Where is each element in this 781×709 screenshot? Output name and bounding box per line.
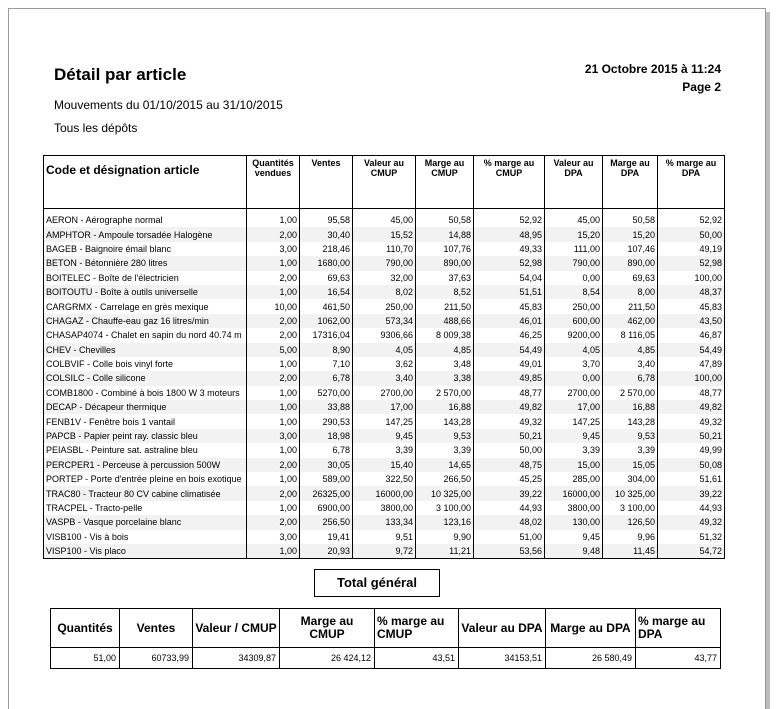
cell-marge-dpa: 2 570,00 [603,386,658,400]
cell-marge-dpa: 9,96 [603,530,658,544]
table-row [44,314,725,328]
totals-table [50,608,721,669]
cell-val-dpa: 16000,00 [545,486,603,500]
cell-ventes: 19,41 [300,530,353,544]
cell-val-dpa: 2700,00 [545,386,603,400]
cell-pct-cmup: 53,56 [474,544,545,559]
cell-qty: 3,00 [247,429,300,443]
cell-pct-cmup: 52,98 [474,256,545,270]
cell-code: BAGEB - Baignoire émail blanc [44,242,247,256]
cell-ventes: 6,78 [300,371,353,385]
cell-qty: 1,00 [247,256,300,270]
cell-ventes: 69,63 [300,271,353,285]
cell-qty: 1,00 [247,285,300,299]
cell-val-cmup: 17,00 [353,400,416,414]
cell-code: CHAGAZ - Chauffe-eau gaz 16 litres/min [44,314,247,328]
cell-ventes: 95,58 [300,209,353,228]
total-qty: 51,00 [51,648,120,669]
cell-marge-dpa: 304,00 [603,472,658,486]
cell-ventes: 30,05 [300,458,353,472]
col-header-ventes: Ventes [300,156,353,209]
cell-val-dpa: 9,48 [545,544,603,559]
cell-val-dpa: 130,00 [545,515,603,529]
cell-pct-dpa: 44,93 [658,501,725,515]
page-shadow [766,12,770,709]
cell-val-cmup: 32,00 [353,271,416,285]
cell-code: PORTEP - Porte d'entrée pleine en bois exotique [44,472,247,486]
cell-marge-cmup: 3,39 [416,443,474,457]
col-header-qty: Quantités vendues [247,156,300,209]
cell-pct-dpa: 49,32 [658,414,725,428]
cell-marge-cmup: 211,50 [416,299,474,313]
table-row [44,400,725,414]
cell-ventes: 6,78 [300,443,353,457]
table-row [44,515,725,529]
cell-pct-cmup: 51,51 [474,285,545,299]
total-general-button: Total général [314,569,440,597]
cell-code: VASPB - Vasque porcelaine blanc [44,515,247,529]
total-pct-dpa: 43,77 [636,648,721,669]
cell-qty: 3,00 [247,530,300,544]
table-row [44,472,725,486]
cell-pct-cmup: 44,93 [474,501,545,515]
cell-code: CHASAP4074 - Chalet en sapin du nord 40.74 m [44,328,247,342]
cell-code: PAPCB - Papier peint ray. classic bleu [44,429,247,443]
table-row [44,328,725,342]
cell-marge-dpa: 126,50 [603,515,658,529]
cell-val-cmup: 573,34 [353,314,416,328]
cell-ventes: 30,40 [300,227,353,241]
col-header-marge-dpa: Marge au DPA [603,156,658,209]
cell-code: PERCPER1 - Perceuse à percussion 500W [44,458,247,472]
cell-ventes: 26325,00 [300,486,353,500]
cell-val-dpa: 3,39 [545,443,603,457]
cell-marge-cmup: 4,85 [416,343,474,357]
col-header-pct-dpa: % marge au DPA [658,156,725,209]
cell-pct-cmup: 48,95 [474,227,545,241]
cell-pct-dpa: 51,61 [658,472,725,486]
cell-pct-cmup: 54,04 [474,271,545,285]
cell-pct-dpa: 49,32 [658,515,725,529]
cell-qty: 2,00 [247,314,300,328]
total-marge-dpa: 26 580,49 [546,648,636,669]
cell-ventes: 461,50 [300,299,353,313]
cell-marge-cmup: 8,52 [416,285,474,299]
cell-ventes: 1062,00 [300,314,353,328]
cell-marge-cmup: 3,48 [416,357,474,371]
cell-pct-cmup: 46,25 [474,328,545,342]
cell-ventes: 1680,00 [300,256,353,270]
cell-pct-cmup: 45,25 [474,472,545,486]
cell-val-cmup: 9,72 [353,544,416,559]
cell-marge-cmup: 16,88 [416,400,474,414]
table-row [44,386,725,400]
cell-pct-cmup: 48,02 [474,515,545,529]
cell-marge-dpa: 143,28 [603,414,658,428]
cell-ventes: 33,88 [300,400,353,414]
cell-val-dpa: 4,05 [545,343,603,357]
cell-pct-dpa: 52,98 [658,256,725,270]
table-row [44,501,725,515]
cell-marge-cmup: 14,88 [416,227,474,241]
cell-marge-dpa: 107,46 [603,242,658,256]
page-number: Page 2 [682,80,721,94]
table-row [44,414,725,428]
cell-ventes: 256,50 [300,515,353,529]
cell-marge-cmup: 10 325,00 [416,486,474,500]
cell-marge-dpa: 462,00 [603,314,658,328]
table-row [44,299,725,313]
table-row [44,209,725,228]
cell-marge-cmup: 11,21 [416,544,474,559]
cell-val-dpa: 111,00 [545,242,603,256]
cell-pct-dpa: 49,19 [658,242,725,256]
cell-marge-cmup: 890,00 [416,256,474,270]
cell-pct-dpa: 43,50 [658,314,725,328]
cell-code: COLBVIF - Colle bois vinyl forte [44,357,247,371]
cell-marge-dpa: 8,00 [603,285,658,299]
cell-marge-dpa: 3,40 [603,357,658,371]
table-row [44,271,725,285]
cell-pct-dpa: 51,32 [658,530,725,544]
cell-qty: 5,00 [247,343,300,357]
cell-val-dpa: 15,00 [545,458,603,472]
cell-pct-cmup: 49,33 [474,242,545,256]
cell-ventes: 17316,04 [300,328,353,342]
cell-pct-cmup: 51,00 [474,530,545,544]
report-period: Mouvements du 01/10/2015 au 31/10/2015 [54,98,283,112]
total-val-cmup: 34309,87 [193,648,280,669]
cell-pct-dpa: 54,49 [658,343,725,357]
cell-qty: 10,00 [247,299,300,313]
cell-qty: 1,00 [247,544,300,559]
cell-code: TRACPEL - Tracto-pelle [44,501,247,515]
cell-val-cmup: 3,62 [353,357,416,371]
cell-qty: 2,00 [247,515,300,529]
cell-qty: 1,00 [247,209,300,228]
cell-val-cmup: 3800,00 [353,501,416,515]
cell-pct-cmup: 50,00 [474,443,545,457]
cell-qty: 1,00 [247,357,300,371]
total-header-pct-dpa: % marge au DPA [636,609,721,648]
cell-marge-dpa: 890,00 [603,256,658,270]
cell-qty: 2,00 [247,371,300,385]
cell-pct-dpa: 48,37 [658,285,725,299]
cell-marge-cmup: 2 570,00 [416,386,474,400]
cell-marge-cmup: 9,53 [416,429,474,443]
cell-val-cmup: 16000,00 [353,486,416,500]
cell-ventes: 7,10 [300,357,353,371]
cell-code: VISB100 - Vis à bois [44,530,247,544]
cell-ventes: 6900,00 [300,501,353,515]
cell-marge-cmup: 266,50 [416,472,474,486]
cell-marge-cmup: 8 009,38 [416,328,474,342]
cell-val-cmup: 8,02 [353,285,416,299]
cell-marge-dpa: 6,78 [603,371,658,385]
cell-pct-cmup: 46,01 [474,314,545,328]
totals-header-row [51,609,721,648]
cell-marge-dpa: 15,05 [603,458,658,472]
cell-ventes: 589,00 [300,472,353,486]
cell-code: VISP100 - Vis placo [44,544,247,559]
cell-val-cmup: 15,52 [353,227,416,241]
cell-marge-dpa: 16,88 [603,400,658,414]
cell-qty: 1,00 [247,414,300,428]
cell-val-cmup: 9,51 [353,530,416,544]
detail-header-row [44,156,725,209]
cell-marge-dpa: 4,85 [603,343,658,357]
cell-qty: 1,00 [247,443,300,457]
table-row [44,256,725,270]
table-row [44,443,725,457]
cell-marge-dpa: 211,50 [603,299,658,313]
cell-code: PEIASBL - Peinture sat. astraline bleu [44,443,247,457]
cell-marge-dpa: 10 325,00 [603,486,658,500]
detail-table [43,155,725,559]
cell-code: AMPHTOR - Ampoule torsadée Halogène [44,227,247,241]
cell-val-dpa: 9200,00 [545,328,603,342]
col-header-pct-cmup: % marge au CMUP [474,156,545,209]
cell-pct-cmup: 49,01 [474,357,545,371]
col-header-code: Code et désignation article [44,156,247,209]
detail-body [44,209,725,559]
report-date: 21 Octobre 2015 à 11:24 [584,62,721,76]
cell-val-cmup: 322,50 [353,472,416,486]
cell-val-cmup: 110,70 [353,242,416,256]
total-header-marge-cmup: Marge au CMUP [280,609,375,648]
cell-ventes: 20,93 [300,544,353,559]
table-row [44,242,725,256]
cell-val-cmup: 9,45 [353,429,416,443]
total-val-dpa: 34153,51 [459,648,546,669]
cell-val-cmup: 4,05 [353,343,416,357]
table-row [44,429,725,443]
cell-pct-dpa: 54,72 [658,544,725,559]
cell-val-dpa: 9,45 [545,429,603,443]
cell-qty: 1,00 [247,386,300,400]
cell-val-cmup: 9306,66 [353,328,416,342]
total-header-ventes: Ventes [120,609,193,648]
cell-pct-dpa: 39,22 [658,486,725,500]
cell-code: BOITOUTU - Boîte à outils universelle [44,285,247,299]
cell-val-dpa: 147,25 [545,414,603,428]
cell-pct-dpa: 50,21 [658,429,725,443]
table-row [44,285,725,299]
cell-marge-dpa: 3 100,00 [603,501,658,515]
cell-marge-cmup: 50,58 [416,209,474,228]
cell-pct-cmup: 39,22 [474,486,545,500]
cell-pct-dpa: 48,77 [658,386,725,400]
cell-pct-cmup: 48,77 [474,386,545,400]
cell-val-dpa: 8,54 [545,285,603,299]
cell-code: CHEV - Chevilles [44,343,247,357]
cell-ventes: 8,90 [300,343,353,357]
table-row [44,458,725,472]
cell-marge-dpa: 11,45 [603,544,658,559]
cell-pct-dpa: 52,92 [658,209,725,228]
report-depots: Tous les dépôts [54,121,138,135]
cell-code: BETON - Bétonnière 280 litres [44,256,247,270]
cell-pct-dpa: 46,87 [658,328,725,342]
total-header-qty: Quantités [51,609,120,648]
cell-qty: 1,00 [247,400,300,414]
cell-marge-cmup: 488,66 [416,314,474,328]
cell-marge-cmup: 37,63 [416,271,474,285]
total-ventes: 60733,99 [120,648,193,669]
cell-val-cmup: 3,40 [353,371,416,385]
cell-val-dpa: 3,70 [545,357,603,371]
cell-marge-dpa: 50,58 [603,209,658,228]
cell-pct-cmup: 54,49 [474,343,545,357]
cell-qty: 2,00 [247,271,300,285]
cell-code: COMB1800 - Combiné à bois 1800 W 3 moteurs [44,386,247,400]
table-row [44,371,725,385]
cell-ventes: 5270,00 [300,386,353,400]
cell-val-dpa: 17,00 [545,400,603,414]
cell-qty: 2,00 [247,328,300,342]
cell-code: BOITELEC - Boîte de l'électricien [44,271,247,285]
cell-marge-dpa: 15,20 [603,227,658,241]
cell-code: TRAC80 - Tracteur 80 CV cabine climatisée [44,486,247,500]
cell-pct-dpa: 45,83 [658,299,725,313]
cell-pct-cmup: 49,32 [474,414,545,428]
total-header-val-cmup: Valeur / CMUP [193,609,280,648]
cell-marge-cmup: 107,76 [416,242,474,256]
cell-pct-dpa: 49,99 [658,443,725,457]
cell-code: AERON - Aérographe normal [44,209,247,228]
cell-pct-dpa: 49,82 [658,400,725,414]
cell-val-dpa: 790,00 [545,256,603,270]
cell-qty: 2,00 [247,458,300,472]
cell-val-cmup: 147,25 [353,414,416,428]
cell-qty: 3,00 [247,242,300,256]
cell-val-cmup: 3,39 [353,443,416,457]
col-header-marge-cmup: Marge au CMUP [416,156,474,209]
cell-marge-cmup: 3 100,00 [416,501,474,515]
total-header-marge-dpa: Marge au DPA [546,609,636,648]
cell-pct-cmup: 48,75 [474,458,545,472]
cell-val-dpa: 600,00 [545,314,603,328]
report-title: Détail par article [54,65,187,84]
cell-pct-dpa: 50,00 [658,227,725,241]
cell-ventes: 290,53 [300,414,353,428]
cell-code: DECAP - Décapeur thermique [44,400,247,414]
cell-qty: 2,00 [247,486,300,500]
cell-ventes: 18,98 [300,429,353,443]
cell-val-dpa: 285,00 [545,472,603,486]
cell-pct-cmup: 49,85 [474,371,545,385]
cell-pct-cmup: 50,21 [474,429,545,443]
cell-qty: 1,00 [247,472,300,486]
cell-pct-dpa: 100,00 [658,271,725,285]
total-pct-cmup: 43,51 [375,648,459,669]
cell-code: COLSILC - Colle silicone [44,371,247,385]
cell-val-dpa: 15,20 [545,227,603,241]
cell-val-dpa: 3800,00 [545,501,603,515]
cell-val-cmup: 133,34 [353,515,416,529]
cell-marge-cmup: 3,38 [416,371,474,385]
table-row [44,357,725,371]
table-row [44,227,725,241]
cell-val-dpa: 45,00 [545,209,603,228]
cell-marge-cmup: 9,90 [416,530,474,544]
cell-val-dpa: 0,00 [545,271,603,285]
cell-pct-cmup: 52,92 [474,209,545,228]
cell-qty: 2,00 [247,227,300,241]
cell-marge-dpa: 8 116,05 [603,328,658,342]
cell-marge-dpa: 9,53 [603,429,658,443]
col-header-val-dpa: Valeur au DPA [545,156,603,209]
cell-marge-dpa: 3,39 [603,443,658,457]
cell-ventes: 16,54 [300,285,353,299]
table-row [44,530,725,544]
total-marge-cmup: 26 424,12 [280,648,375,669]
cell-val-dpa: 9,45 [545,530,603,544]
cell-pct-dpa: 47,89 [658,357,725,371]
cell-code: FENB1V - Fenêtre bois 1 vantail [44,414,247,428]
cell-marge-cmup: 14,65 [416,458,474,472]
cell-val-cmup: 45,00 [353,209,416,228]
cell-pct-dpa: 50,08 [658,458,725,472]
cell-marge-dpa: 69,63 [603,271,658,285]
cell-qty: 1,00 [247,501,300,515]
cell-val-cmup: 250,00 [353,299,416,313]
cell-marge-cmup: 143,28 [416,414,474,428]
total-header-pct-cmup: % marge au CMUP [375,609,459,648]
cell-pct-dpa: 100,00 [658,371,725,385]
cell-val-cmup: 2700,00 [353,386,416,400]
cell-code: CARGRMX - Carrelage en grès mexique [44,299,247,313]
col-header-val-cmup: Valeur au CMUP [353,156,416,209]
cell-val-dpa: 250,00 [545,299,603,313]
table-row [44,343,725,357]
table-row [44,486,725,500]
table-row [44,544,725,559]
total-header-val-dpa: Valeur au DPA [459,609,546,648]
cell-val-dpa: 0,00 [545,371,603,385]
cell-val-cmup: 15,40 [353,458,416,472]
cell-val-cmup: 790,00 [353,256,416,270]
cell-pct-cmup: 49,82 [474,400,545,414]
totals-value-row [51,648,721,669]
cell-ventes: 218,46 [300,242,353,256]
cell-marge-cmup: 123,16 [416,515,474,529]
cell-pct-cmup: 45,83 [474,299,545,313]
